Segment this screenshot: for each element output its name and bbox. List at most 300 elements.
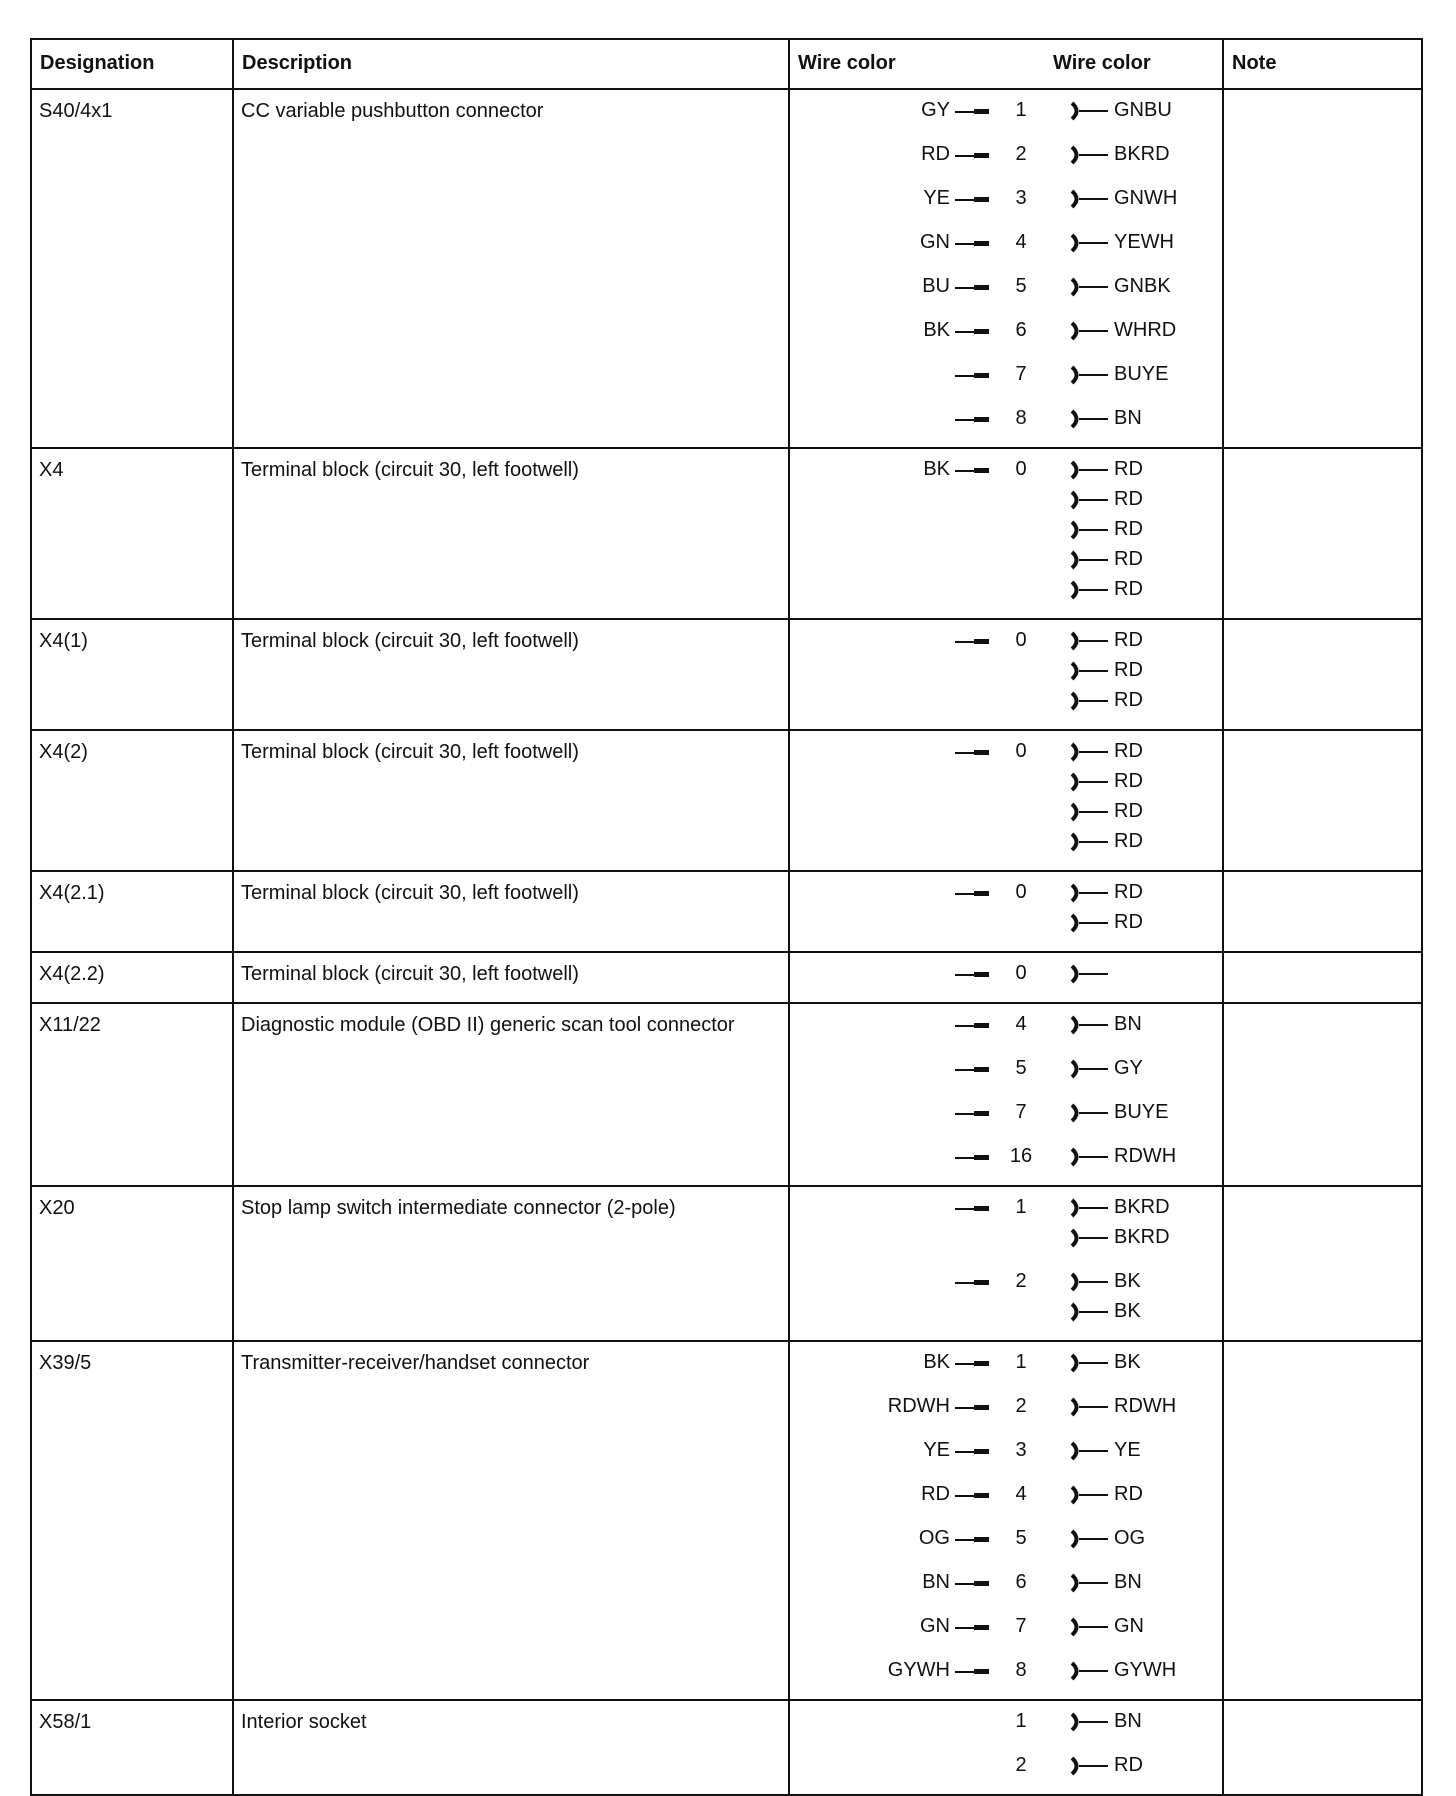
socket-list (1050, 1145, 1176, 1175)
socket-wire (1068, 911, 1143, 941)
pin-number: 1 (1015, 1351, 1027, 1373)
table-row (31, 89, 1422, 448)
socket-wire (1068, 659, 1143, 689)
description-cell: Transmitter-receiver/handset connector (233, 1341, 789, 1700)
socket-list (1050, 1615, 1144, 1645)
right-wire-color: BKRD (1114, 1226, 1170, 1248)
pin-row (790, 143, 1222, 173)
socket-icon (1068, 1145, 1112, 1169)
socket-icon (1068, 911, 1112, 935)
note-cell (1223, 1186, 1422, 1341)
wire-cell (789, 730, 1223, 871)
table-row (31, 730, 1422, 871)
plug-icon (952, 1145, 992, 1169)
socket-icon (1068, 830, 1112, 854)
right-wire-color: RD (1114, 740, 1143, 762)
table-row (31, 1003, 1422, 1186)
header-wire-color (789, 39, 1223, 89)
pin-number: 1 (1015, 1196, 1027, 1218)
socket-icon (1068, 881, 1112, 905)
plug-icon (952, 1395, 992, 1419)
right-wire-color: RD (1114, 830, 1143, 852)
socket-wire (1068, 548, 1143, 578)
socket-list (1050, 1710, 1142, 1740)
left-wire-color: BK (923, 458, 950, 480)
socket-icon (1068, 1057, 1112, 1081)
wire-cell (789, 871, 1223, 952)
note-cell (1223, 1003, 1422, 1186)
designation-cell: X4(1) (31, 619, 233, 730)
plug-icon (952, 740, 992, 764)
right-wire-color: RD (1114, 770, 1143, 792)
right-wire-color: RD (1114, 458, 1143, 480)
plug-icon (952, 881, 992, 905)
socket-wire (1068, 319, 1176, 349)
socket-icon (1068, 1226, 1112, 1250)
right-wire-color: RDWH (1114, 1395, 1177, 1417)
socket-wire (1068, 740, 1143, 770)
designation-cell: X39/5 (31, 1341, 233, 1700)
socket-wire (1068, 1483, 1143, 1513)
pin-row (790, 231, 1222, 261)
pin-row (790, 187, 1222, 217)
header-wire-color-left: Wire color (798, 52, 896, 74)
note-cell (1223, 871, 1422, 952)
socket-wire (1068, 962, 1114, 992)
left-wire-color: YE (923, 1439, 950, 1461)
plug-icon (952, 629, 992, 653)
left-wire-color: GYWH (887, 1659, 950, 1681)
socket-icon (1068, 458, 1112, 482)
socket-wire (1068, 1527, 1145, 1557)
note-cell (1223, 952, 1422, 1003)
pin-number: 8 (1015, 407, 1027, 429)
pin-number: 0 (1015, 629, 1027, 651)
table-row (31, 448, 1422, 619)
socket-list (1050, 99, 1172, 129)
pin-number: 7 (1015, 363, 1027, 385)
pin-row (790, 1659, 1222, 1689)
plug-icon (952, 275, 992, 299)
description-cell: CC variable pushbutton connector (233, 89, 789, 448)
pin-row (790, 740, 1222, 860)
right-wire-color: BN (1114, 407, 1142, 429)
socket-icon (1068, 1615, 1112, 1639)
plug-icon (952, 231, 992, 255)
socket-list (1050, 319, 1176, 349)
socket-icon (1068, 187, 1112, 211)
socket-list (1050, 1395, 1176, 1425)
right-wire-color: BN (1114, 1013, 1142, 1035)
pin-number: 5 (1015, 1527, 1027, 1549)
pin-row (790, 1196, 1222, 1256)
pin-number: 3 (1015, 187, 1027, 209)
socket-wire (1068, 1710, 1142, 1740)
pin-row (790, 1483, 1222, 1513)
pin-row (790, 1057, 1222, 1087)
pin-row (790, 319, 1222, 349)
plug-icon (952, 1270, 992, 1294)
header-designation: Designation (31, 39, 233, 89)
socket-wire (1068, 1571, 1142, 1601)
pin-number: 1 (1015, 1710, 1027, 1732)
wire-cell (789, 619, 1223, 730)
socket-icon (1068, 1754, 1112, 1778)
pin-number: 5 (1015, 275, 1027, 297)
socket-icon (1068, 1439, 1112, 1463)
pin-number: 2 (1015, 1754, 1027, 1776)
right-wire-color: BUYE (1114, 1101, 1169, 1123)
note-cell (1223, 1341, 1422, 1700)
table-row (31, 952, 1422, 1003)
socket-icon (1068, 488, 1112, 512)
pin-number: 4 (1015, 1483, 1027, 1505)
socket-list (1050, 143, 1170, 173)
table-body (31, 89, 1422, 1795)
wire-cell (789, 448, 1223, 619)
right-wire-color: RD (1114, 518, 1143, 540)
socket-icon (1068, 800, 1112, 824)
header-row (31, 39, 1422, 89)
designation-cell: S40/4x1 (31, 89, 233, 448)
left-wire-color: YE (923, 187, 950, 209)
socket-icon (1068, 1101, 1112, 1125)
socket-list (1050, 407, 1142, 437)
socket-icon (1068, 407, 1112, 431)
socket-icon (1068, 1270, 1112, 1294)
description-cell: Diagnostic module (OBD II) generic scan tool connector (233, 1003, 789, 1186)
socket-wire (1068, 830, 1143, 860)
note-cell (1223, 619, 1422, 730)
right-wire-color: YE (1114, 1439, 1141, 1461)
socket-wire (1068, 1395, 1176, 1425)
socket-icon (1068, 143, 1112, 167)
pin-row (790, 275, 1222, 305)
right-wire-color: GNBK (1114, 275, 1171, 297)
header-note: Note (1223, 39, 1422, 89)
socket-icon (1068, 659, 1112, 683)
pin-row (790, 1754, 1222, 1784)
plug-icon (952, 1013, 992, 1037)
socket-wire (1068, 689, 1143, 719)
pin-row (790, 1145, 1222, 1175)
plug-icon (952, 143, 992, 167)
left-wire-color: RD (921, 143, 950, 165)
description-cell: Terminal block (circuit 30, left footwell) (233, 730, 789, 871)
pin-number: 4 (1015, 1013, 1027, 1035)
pin-row (790, 363, 1222, 393)
right-wire-color: GNWH (1114, 187, 1178, 209)
socket-list (1050, 1351, 1141, 1381)
table-row (31, 1700, 1422, 1795)
socket-wire (1068, 1300, 1141, 1330)
socket-wire (1068, 881, 1143, 911)
plug-icon (952, 1196, 992, 1220)
note-cell (1223, 89, 1422, 448)
right-wire-color: RD (1114, 800, 1143, 822)
socket-wire (1068, 1615, 1144, 1645)
socket-list (1050, 740, 1143, 860)
plug-icon (952, 1527, 992, 1551)
socket-list (1050, 881, 1143, 941)
wire-cell (789, 89, 1223, 448)
socket-icon (1068, 770, 1112, 794)
socket-wire (1068, 407, 1142, 437)
socket-wire (1068, 187, 1177, 217)
plug-icon (952, 187, 992, 211)
left-wire-color: BU (922, 275, 950, 297)
pin-number: 3 (1015, 1439, 1027, 1461)
right-wire-color: WHRD (1114, 319, 1177, 341)
pin-row (790, 1439, 1222, 1469)
right-wire-color: RD (1114, 881, 1143, 903)
designation-cell: X4 (31, 448, 233, 619)
socket-wire (1068, 1013, 1142, 1043)
right-wire-color: GY (1114, 1057, 1143, 1079)
right-wire-color: BK (1114, 1270, 1141, 1292)
left-wire-color: RD (921, 1483, 950, 1505)
right-wire-color: BN (1114, 1710, 1142, 1732)
right-wire-color: BUYE (1114, 363, 1169, 385)
socket-wire (1068, 1270, 1141, 1300)
socket-icon (1068, 1351, 1112, 1375)
plug-icon (952, 1057, 992, 1081)
designation-cell: X4(2.2) (31, 952, 233, 1003)
socket-list (1050, 1196, 1170, 1256)
right-wire-color: RD (1114, 659, 1143, 681)
pin-number: 0 (1015, 881, 1027, 903)
socket-icon (1068, 275, 1112, 299)
pin-row (790, 962, 1222, 992)
right-wire-color: RD (1114, 911, 1143, 933)
socket-icon (1068, 548, 1112, 572)
socket-icon (1068, 319, 1112, 343)
right-wire-color: RD (1114, 488, 1143, 510)
wire-cell (789, 952, 1223, 1003)
left-wire-color: GY (921, 99, 950, 121)
plug-icon (952, 962, 992, 986)
socket-list (1050, 363, 1168, 393)
socket-wire (1068, 770, 1143, 800)
pin-number: 0 (1015, 740, 1027, 762)
socket-icon (1068, 689, 1112, 713)
pin-row (790, 1351, 1222, 1381)
right-wire-color: BKRD (1114, 143, 1170, 165)
socket-icon (1068, 363, 1112, 387)
socket-list (1050, 458, 1143, 608)
pin-number: 6 (1015, 1571, 1027, 1593)
plug-icon (952, 1659, 992, 1683)
left-wire-color: BK (923, 319, 950, 341)
socket-icon (1068, 1196, 1112, 1220)
table-row (31, 619, 1422, 730)
pin-number: 16 (1009, 1145, 1033, 1167)
socket-icon (1068, 99, 1112, 123)
wire-cell (789, 1700, 1223, 1795)
right-wire-color: BK (1114, 1300, 1141, 1322)
right-wire-color: RD (1114, 578, 1143, 600)
plug-icon (952, 1351, 992, 1375)
description-cell: Terminal block (circuit 30, left footwell) (233, 952, 789, 1003)
wire-cell (789, 1341, 1223, 1700)
plug-icon (952, 363, 992, 387)
socket-wire (1068, 275, 1171, 305)
socket-wire (1068, 143, 1170, 173)
right-wire-color: BN (1114, 1571, 1142, 1593)
pin-row (790, 1013, 1222, 1043)
designation-cell: X20 (31, 1186, 233, 1341)
right-wire-color: YEWH (1114, 231, 1174, 253)
note-cell (1223, 448, 1422, 619)
description-cell: Terminal block (circuit 30, left footwell) (233, 619, 789, 730)
pin-row (790, 458, 1222, 608)
socket-icon (1068, 518, 1112, 542)
right-wire-color: OG (1114, 1527, 1146, 1549)
pin-row (790, 1615, 1222, 1645)
pin-row (790, 1571, 1222, 1601)
pin-number: 7 (1015, 1615, 1027, 1637)
left-wire-color: RDWH (887, 1395, 950, 1417)
plug-icon (952, 319, 992, 343)
socket-icon (1068, 962, 1112, 986)
pin-row (790, 99, 1222, 129)
right-wire-color: RD (1114, 1754, 1143, 1776)
header-description: Description (233, 39, 789, 89)
socket-icon (1068, 231, 1112, 255)
pin-number: 1 (1015, 99, 1027, 121)
pin-number: 8 (1015, 1659, 1027, 1681)
socket-list (1050, 962, 1114, 992)
pin-number: 2 (1015, 143, 1027, 165)
wiring-table (30, 38, 1423, 1796)
pin-row (790, 1270, 1222, 1330)
socket-icon (1068, 1571, 1112, 1595)
socket-icon (1068, 1659, 1112, 1683)
description-cell: Interior socket (233, 1700, 789, 1795)
socket-icon (1068, 578, 1112, 602)
plug-icon (952, 458, 992, 482)
table-row (31, 1341, 1422, 1700)
pin-row (790, 629, 1222, 719)
left-wire-color: OG (918, 1527, 950, 1549)
pin-number: 4 (1015, 231, 1027, 253)
pin-row (790, 407, 1222, 437)
socket-wire (1068, 1145, 1176, 1175)
pin-row (790, 1710, 1222, 1740)
left-wire-color: GN (920, 231, 950, 253)
socket-icon (1068, 1013, 1112, 1037)
description-cell: Terminal block (circuit 30, left footwell) (233, 871, 789, 952)
pin-row (790, 1527, 1222, 1557)
right-wire-color: RD (1114, 689, 1143, 711)
socket-icon (1068, 1710, 1112, 1734)
right-wire-color: RD (1114, 548, 1143, 570)
right-wire-color: RD (1114, 1483, 1143, 1505)
left-wire-color: BK (923, 1351, 950, 1373)
designation-cell: X11/22 (31, 1003, 233, 1186)
socket-icon (1068, 1483, 1112, 1507)
designation-cell: X4(2) (31, 730, 233, 871)
right-wire-color: GNBU (1114, 99, 1172, 121)
pin-number: 5 (1015, 1057, 1027, 1079)
designation-cell: X4(2.1) (31, 871, 233, 952)
socket-wire (1068, 518, 1143, 548)
socket-icon (1068, 1300, 1112, 1324)
pin-row (790, 1395, 1222, 1425)
table-row (31, 871, 1422, 952)
right-wire-color: BKRD (1114, 1196, 1170, 1218)
socket-wire (1068, 488, 1143, 518)
left-wire-color: GN (920, 1615, 950, 1637)
pin-number: 0 (1015, 458, 1027, 480)
pin-number: 7 (1015, 1101, 1027, 1123)
socket-wire (1068, 458, 1143, 488)
note-cell (1223, 730, 1422, 871)
header-wire-color-right: Wire color (1053, 52, 1151, 74)
socket-wire (1068, 1196, 1170, 1226)
socket-list (1050, 275, 1171, 305)
socket-list (1050, 629, 1143, 719)
socket-list (1050, 231, 1174, 261)
socket-wire (1068, 1057, 1143, 1087)
socket-wire (1068, 1101, 1168, 1131)
socket-list (1050, 1483, 1143, 1513)
socket-wire (1068, 231, 1174, 261)
socket-wire (1068, 629, 1143, 659)
plug-icon (952, 1571, 992, 1595)
plug-icon (952, 407, 992, 431)
pin-number: 6 (1015, 319, 1027, 341)
right-wire-color: GYWH (1114, 1659, 1177, 1681)
socket-list (1050, 1013, 1142, 1043)
socket-list (1050, 1439, 1141, 1469)
right-wire-color: BK (1114, 1351, 1141, 1373)
socket-icon (1068, 1527, 1112, 1551)
socket-icon (1068, 629, 1112, 653)
socket-list (1050, 187, 1177, 217)
table-row (31, 1186, 1422, 1341)
socket-list (1050, 1270, 1141, 1330)
socket-wire (1068, 1226, 1170, 1256)
socket-icon (1068, 1395, 1112, 1419)
designation-cell: X58/1 (31, 1700, 233, 1795)
right-wire-color: RD (1114, 629, 1143, 651)
socket-wire (1068, 99, 1172, 129)
plug-icon (952, 1615, 992, 1639)
socket-wire (1068, 1351, 1141, 1381)
pin-number: 0 (1015, 962, 1027, 984)
description-cell: Stop lamp switch intermediate connector (2-pole) (233, 1186, 789, 1341)
left-wire-color: BN (922, 1571, 950, 1593)
socket-icon (1068, 740, 1112, 764)
wire-cell (789, 1186, 1223, 1341)
socket-wire (1068, 1659, 1176, 1689)
plug-icon (952, 1101, 992, 1125)
plug-icon (952, 1439, 992, 1463)
plug-icon (952, 99, 992, 123)
socket-wire (1068, 363, 1168, 393)
right-wire-color: GN (1114, 1615, 1144, 1637)
note-cell (1223, 1700, 1422, 1795)
socket-wire (1068, 578, 1143, 608)
socket-list (1050, 1571, 1142, 1601)
pin-number: 2 (1015, 1270, 1027, 1292)
description-cell: Terminal block (circuit 30, left footwell) (233, 448, 789, 619)
socket-wire (1068, 1439, 1141, 1469)
socket-list (1050, 1057, 1143, 1087)
socket-list (1050, 1754, 1143, 1784)
wire-cell (789, 1003, 1223, 1186)
